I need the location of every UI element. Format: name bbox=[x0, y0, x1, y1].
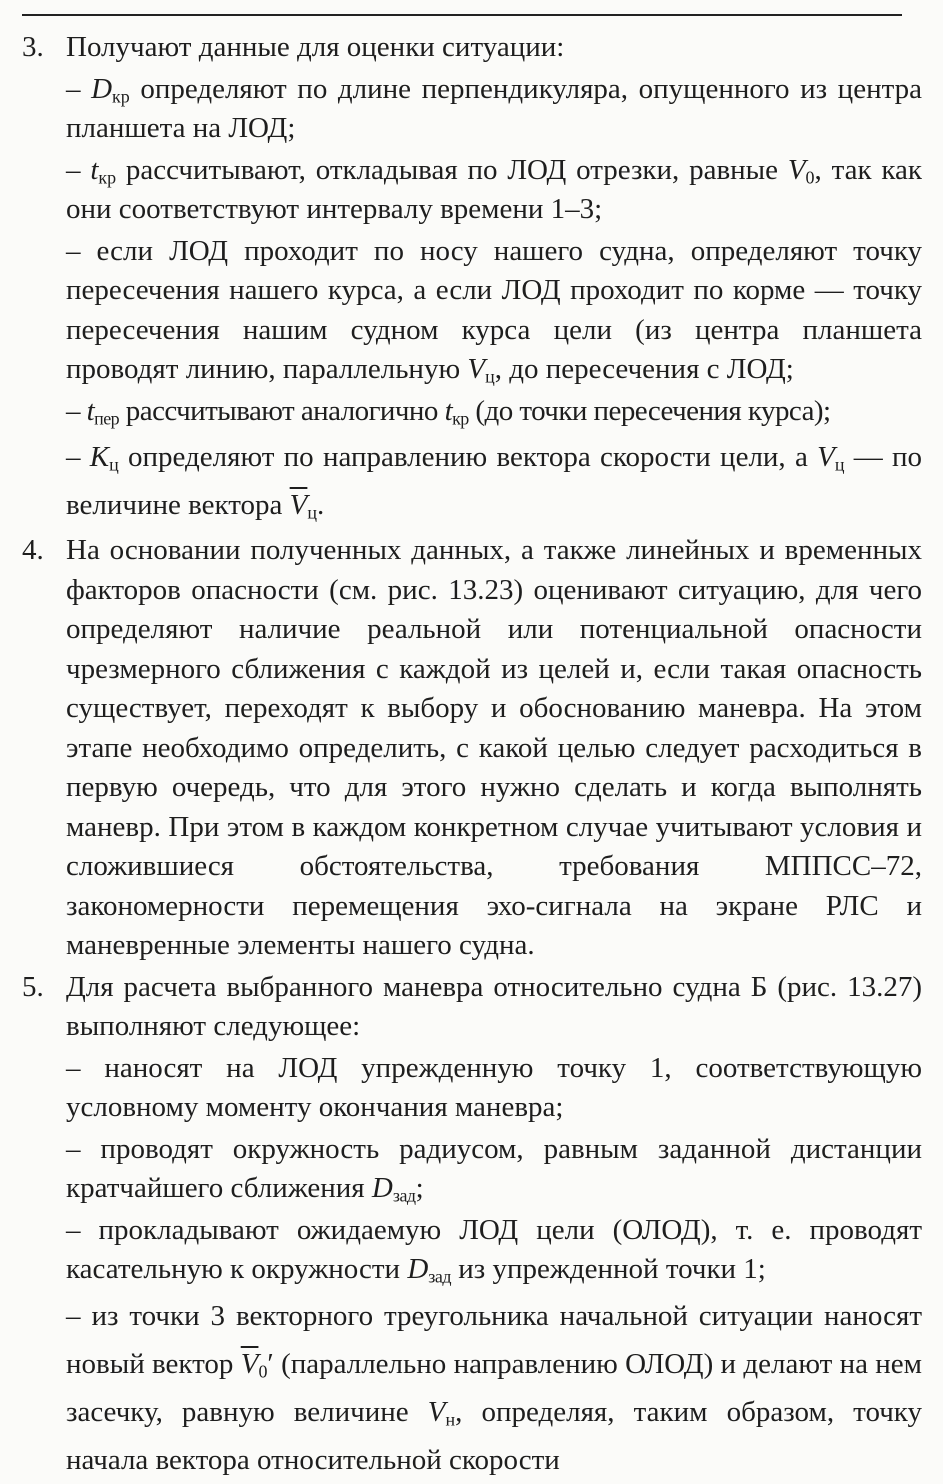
header-rule bbox=[22, 14, 902, 16]
bullet-olod: – прокладывают ожидаемую ЛОД цели (ОЛОД), т. е. проводят касательную к окружности $D_{зад}$ из упрежденной точки 1; bbox=[66, 1213, 922, 1287]
list-item-5 bbox=[22, 968, 922, 1484]
bullet-tper: – $t_{пер}$ рассчитывают аналогично $t_{кр}$ (до точки пересечения курса); bbox=[66, 394, 831, 428]
numbered-list bbox=[22, 28, 922, 1484]
bullet-anticipated-point: – наносят на ЛОД упрежденную точку 1, соответствующую условному моменту окончания маневра; bbox=[66, 1051, 922, 1123]
bullet-circle: – проводят окружность радиусом, равным заданной дистанции кратчайшего сближения $D_{зад}$; bbox=[66, 1132, 922, 1206]
vector-vc: $\overline{V}$ bbox=[289, 489, 308, 521]
item-number: 5. bbox=[22, 970, 44, 1003]
bullet-crossing-point: – если ЛОД проходит по носу нашего судна, определяют точку пересечения нашего курса, а если ЛОД проходит по корме — точку пересечения нашим судном курса цели (из центра планшета проводят линию, параллельную $V_ц$, до пересечения с ЛОД; bbox=[66, 234, 922, 387]
bullet-dkr: – $D_{кр}$ определяют по длине перпендикуляра, опущенного из центра планшета на ЛОД; bbox=[66, 72, 922, 144]
vector-v0-prime: $\overline{V}$ bbox=[240, 1347, 259, 1380]
item-number: 4. bbox=[22, 534, 44, 566]
bullet-new-vector: – из точки 3 векторного треугольника начальной ситуации наносят новый вектор $\overline{V}_0'$ (параллельно направлению ОЛОД) и делают на нем засечку, равную величине $V_н$, определяя, таким образом, точку начала вектора относительной скорости bbox=[66, 1299, 923, 1476]
item-text: На основании полученных данных, а также линейных и временных факторов опасности (см. рис. 13.23) оценивают ситуацию, для чего определяют наличие реальной или потенциальной опасности чрезмерного сближения с каждой из целей и, если такая опасность существует, переходят к выбору и обоснованию маневра. На этом этапе необходимо определить, с какой целью следует расходиться в первую очередь, что для этого нужно сделать и когда выполнять маневр. При этом в каждом конкретном случае учитывают условия и сложившиеся обстоятельства, требования МППСС–72, закономерности перемещения эхо-сигнала на экране РЛС и маневренные элементы нашего судна. bbox=[66, 534, 922, 961]
list-item-3 bbox=[22, 28, 922, 529]
item-heading: Получают данные для оценки ситуации: bbox=[66, 31, 565, 63]
bullet-tkr: – $t_{кр}$ рассчитывают, откладывая по ЛОД отрезки, равные $V_0$, так как они соответствуют интервалу времени 1–3; bbox=[66, 153, 922, 225]
page-body bbox=[22, 28, 922, 1484]
item-heading: Для расчета выбранного маневра относительно судна Б (рис. 13.27) выполняют следующее: bbox=[66, 970, 922, 1042]
item-number: 3. bbox=[22, 31, 44, 63]
list-item-4 bbox=[22, 531, 922, 966]
bullet-kc: – $K_ц$ определяют по направлению вектора скорости цели, а $V_ц$ — по величине вектора $\overline{V}_ц$. bbox=[66, 441, 922, 523]
